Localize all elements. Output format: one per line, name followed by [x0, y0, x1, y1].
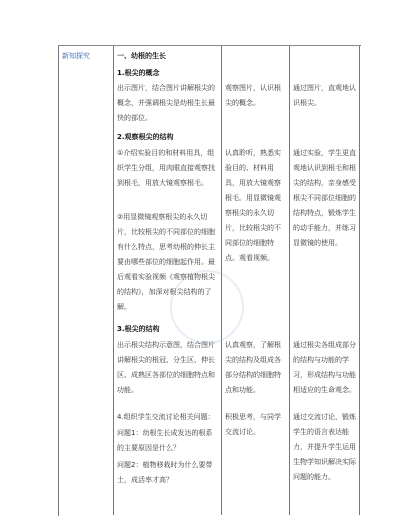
design-intent-4: 通过交流讨论，锻炼学生的语言表达能力，并提升学生运用生物学知识解决实际问题的能力。	[293, 413, 356, 481]
student-activity-2: 认真聆听，熟悉实验目的、材料用具，用放大镜观察根毛。用显微镜观察根尖的永久切片，比较根尖的不同部位的细胞特点。观看视频。	[225, 149, 281, 262]
column-divider	[289, 45, 290, 515]
question-2: 问题2：植物移栽时为什么要带土，成活率才高？	[117, 461, 213, 484]
student-activity-3: 认真观察，了解根尖的结构及组成各部分结构的细胞特点和功能。	[225, 341, 281, 394]
subsection-text-2a: ①介绍实验目的和材料用具，组织学生分组，用肉眼直接观察找到根毛，用放大镜观察根毛。	[117, 149, 215, 187]
subsection-title-1: 1.根尖的概念	[117, 69, 160, 77]
column-divider	[113, 45, 114, 515]
design-intent-3: 通过根尖各组成部分的结构与功能的学习，形成结构与功能相适应的生命观念。	[293, 341, 356, 394]
subsection-title-2: 2.观察根尖的结构	[117, 133, 174, 141]
design-intent-2: 通过实验，学生更直观地认识到根毛和根尖的结构，亲身感受根尖不同部位细胞的结构特点，锻炼学生的动手能力，并练习显微镜的使用。	[293, 149, 356, 247]
watermark-seal	[170, 270, 244, 344]
subsection-text-1: 出示图片，结合图片讲解根尖的概念，并强调根尖是幼根生长最快的部位。	[117, 84, 215, 122]
column-divider	[359, 45, 360, 515]
subsection-text-4: 4.组织学生交流讨论相关问题：	[117, 413, 215, 421]
subsection-text-3: 出示根尖结构示意图，结合图片讲解根尖的根冠、分生区、伸长区、成熟区各部位的细胞特点和功能。	[117, 341, 215, 394]
section-label: 新知探究	[62, 52, 90, 60]
row-divider	[58, 45, 360, 46]
student-activity-4: 积极思考，与同学交流讨论。	[225, 413, 281, 436]
section-title: 一、幼根的生长	[117, 52, 166, 60]
design-intent-1: 通过图片，直观地认识根尖。	[293, 84, 356, 107]
subsection-text-2b: ②用显微镜观察根尖的永久切片，比较根尖的不同部位的细胞有什么特点，思考幼根的伸长主要由哪些部位的细胞起作用。最后观看实验视频《观察植物根尖的结构》，加深对根尖结构的了解。	[117, 213, 215, 311]
student-activity-1: 观察图片，认识根尖的概念。	[225, 84, 281, 107]
question-1: 问题1：幼根生长成发达的根系的主要原因是什么？	[117, 429, 213, 452]
subsection-title-3: 3.根尖的结构	[117, 325, 160, 333]
